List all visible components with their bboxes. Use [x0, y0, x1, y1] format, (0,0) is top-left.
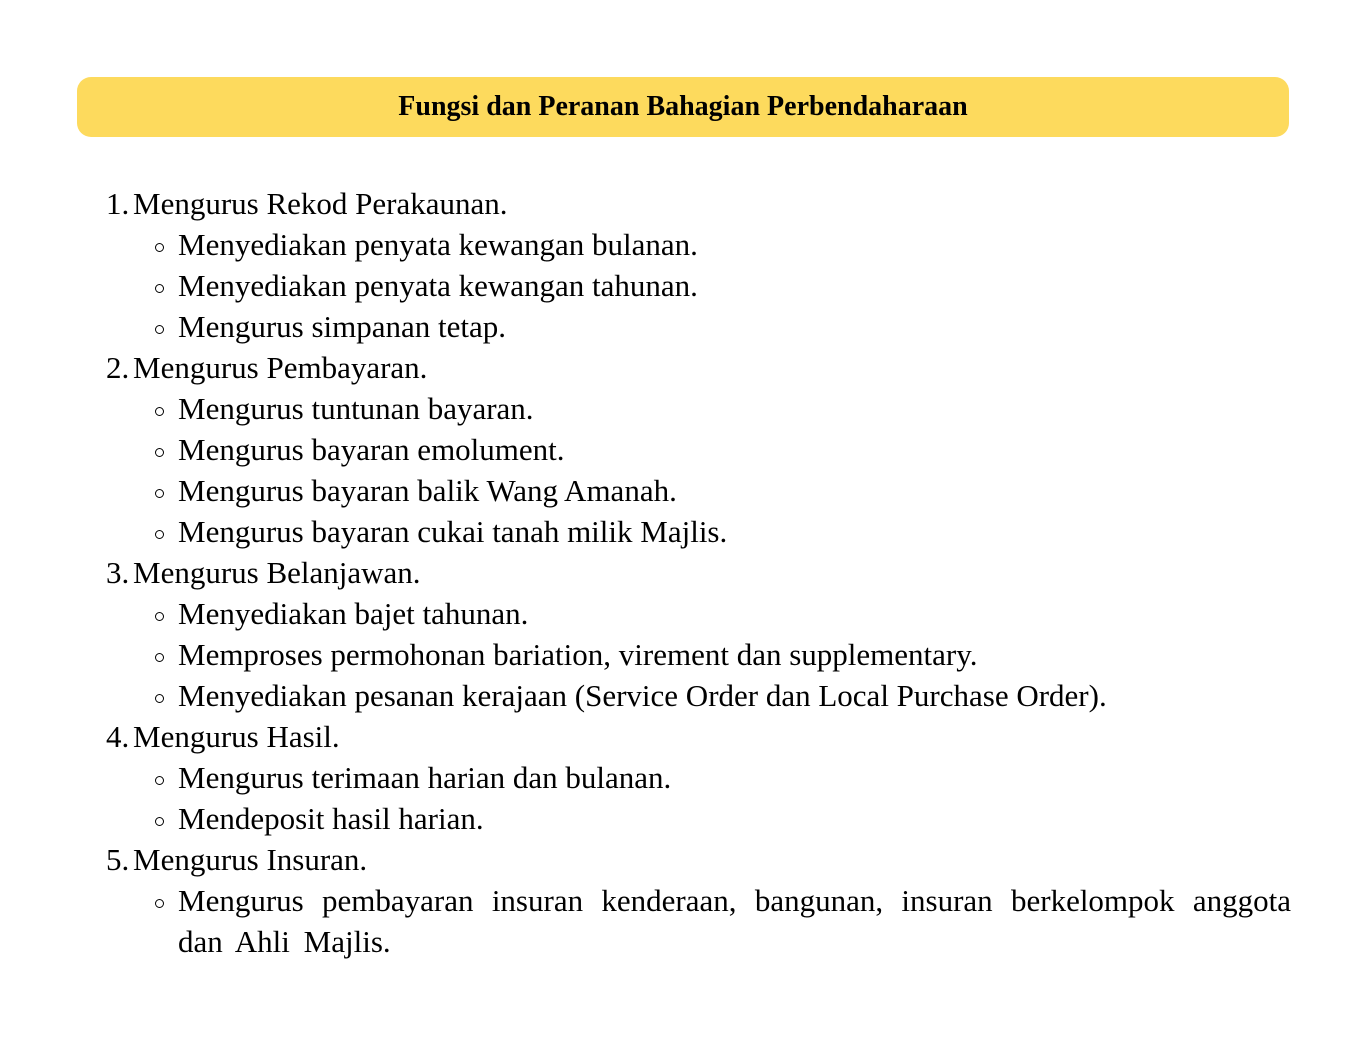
- circle-bullet-icon: [155, 612, 164, 621]
- list-item-heading: [0, 839, 1366, 880]
- list-item: [0, 183, 1366, 347]
- circle-bullet-icon: [155, 243, 164, 252]
- sub-list-item: [0, 429, 1366, 470]
- sub-list-item: [0, 757, 1366, 798]
- list-item: [0, 552, 1366, 716]
- sub-item-text: Mengurus tuntunan bayaran.: [178, 391, 534, 426]
- sub-list-item: [0, 388, 1366, 429]
- sub-list: [0, 388, 1366, 552]
- circle-bullet-icon: [155, 407, 164, 416]
- item-label: Mengurus Belanjawan.: [133, 555, 421, 590]
- circle-bullet-icon: [155, 817, 164, 826]
- sub-item-text: Mengurus bayaran emolument.: [178, 432, 565, 467]
- sub-list-item: [0, 675, 1366, 716]
- sub-item-text: Mengurus simpanan tetap.: [178, 309, 507, 344]
- circle-bullet-icon: [155, 284, 164, 293]
- item-number: 3.: [106, 555, 130, 590]
- item-label: Mengurus Pembayaran.: [133, 350, 428, 385]
- list-item-heading: [0, 552, 1366, 593]
- sub-list-item: [0, 798, 1366, 839]
- sub-item-text: Mengurus bayaran balik Wang Amanah.: [178, 473, 677, 508]
- list-item-heading: [0, 183, 1366, 224]
- sub-item-text: Mengurus terimaan harian dan bulanan.: [178, 760, 672, 795]
- circle-bullet-icon: [155, 489, 164, 498]
- sub-item-text: Menyediakan pesanan kerajaan (Service Order dan Local Purchase Order).: [178, 678, 1107, 713]
- circle-bullet-icon: [155, 448, 164, 457]
- sub-list-item: [0, 880, 1366, 962]
- sub-item-text: Menyediakan bajet tahunan.: [178, 596, 529, 631]
- sub-item-text: Mendeposit hasil harian.: [178, 801, 484, 836]
- item-number: 1.: [106, 186, 130, 221]
- item-number: 4.: [106, 719, 130, 754]
- item-number: 5.: [106, 842, 130, 877]
- circle-bullet-icon: [155, 325, 164, 334]
- sub-list-item: [0, 511, 1366, 552]
- item-number: 2.: [106, 350, 130, 385]
- sub-item-text: Memproses permohonan bariation, virement dan supplementary.: [178, 637, 978, 672]
- sub-list: [0, 880, 1366, 962]
- list-item-heading: [0, 716, 1366, 757]
- item-label: Mengurus Insuran.: [133, 842, 368, 877]
- sub-list: [0, 224, 1366, 347]
- circle-bullet-icon: [155, 694, 164, 703]
- sub-list-item: [0, 593, 1366, 634]
- functions-list: [0, 183, 1366, 962]
- circle-bullet-icon: [155, 653, 164, 662]
- sub-list-item: [0, 470, 1366, 511]
- list-item: [0, 347, 1366, 552]
- sub-item-text: Menyediakan penyata kewangan bulanan.: [178, 227, 698, 262]
- sub-list-item: [0, 306, 1366, 347]
- list-item-heading: [0, 347, 1366, 388]
- page-title: Fungsi dan Peranan Bahagian Perbendaharaan: [398, 91, 968, 122]
- sub-item-text: Mengurus bayaran cukai tanah milik Majlis.: [178, 514, 728, 549]
- sub-list-item: [0, 265, 1366, 306]
- item-label: Mengurus Rekod Perakaunan.: [133, 186, 508, 221]
- circle-bullet-icon: [155, 899, 164, 908]
- header-banner: [77, 77, 1289, 137]
- sub-item-text: Mengurus pembayaran insuran kenderaan, bangunan, insuran berkelompok anggota dan Ahli Majlis.: [178, 883, 1291, 959]
- sub-list-item: [0, 224, 1366, 265]
- sub-list: [0, 593, 1366, 716]
- circle-bullet-icon: [155, 776, 164, 785]
- list-item: [0, 839, 1366, 962]
- sub-item-text: Menyediakan penyata kewangan tahunan.: [178, 268, 698, 303]
- circle-bullet-icon: [155, 530, 164, 539]
- item-label: Mengurus Hasil.: [133, 719, 340, 754]
- sub-list: [0, 757, 1366, 839]
- list-item: [0, 716, 1366, 839]
- sub-list-item: [0, 634, 1366, 675]
